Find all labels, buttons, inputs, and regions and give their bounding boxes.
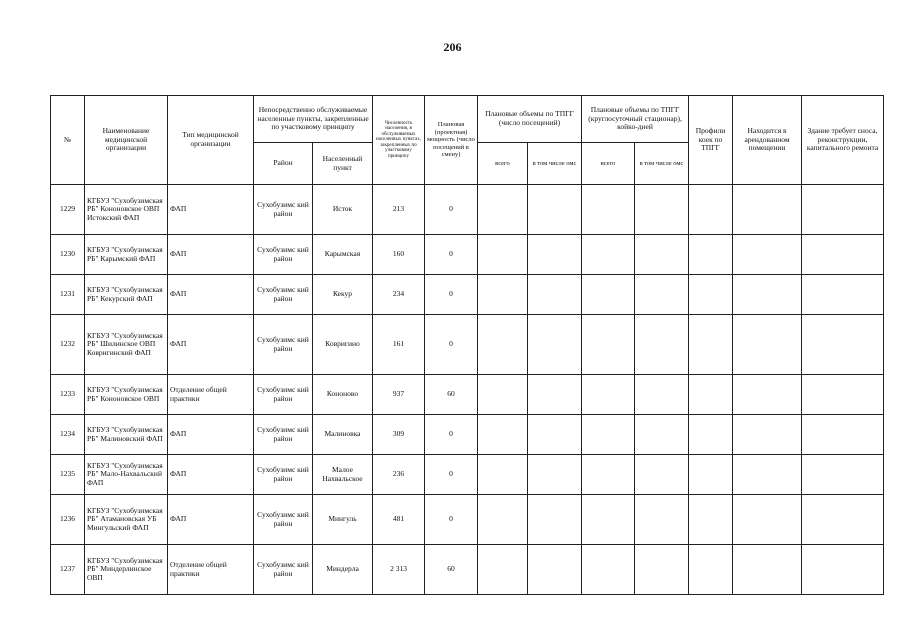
row-beds-oms — [635, 235, 689, 275]
row-capacity: 0 — [425, 275, 478, 315]
row-profile — [689, 235, 733, 275]
header-row-top — [51, 96, 884, 143]
row-beds-total — [582, 495, 635, 545]
row-repair — [802, 185, 884, 235]
row-district: Сухобузимс кий район — [254, 185, 313, 235]
row-org-name: КГБУЗ "Сухобузимская РБ" Малиновский ФАП — [85, 415, 168, 455]
row-beds-total — [582, 415, 635, 455]
row-population: 236 — [373, 455, 425, 495]
row-locality: Мингуль — [313, 495, 373, 545]
row-repair — [802, 315, 884, 375]
table-row — [51, 235, 884, 275]
row-type: ФАП — [168, 185, 254, 235]
table-row — [51, 375, 884, 415]
header-visits-total: всего — [478, 143, 528, 185]
row-beds-oms — [635, 545, 689, 595]
row-type: ФАП — [168, 235, 254, 275]
row-type: ФАП — [168, 415, 254, 455]
row-visits-total — [478, 185, 528, 235]
row-type: Отделение общей практики — [168, 545, 254, 595]
row-district: Сухобузимс кий район — [254, 275, 313, 315]
row-rented — [733, 275, 802, 315]
row-population: 213 — [373, 185, 425, 235]
row-locality: Кононово — [313, 375, 373, 415]
row-visits-total — [478, 455, 528, 495]
row-locality: Миндерла — [313, 545, 373, 595]
row-district: Сухобузимс кий район — [254, 235, 313, 275]
header-locality: Населенный пункт — [313, 143, 373, 185]
header-visits-oms: в том числе омс — [528, 143, 582, 185]
row-org-name: КГБУЗ "Сухобузимская РБ" Кекурский ФАП — [85, 275, 168, 315]
row-repair — [802, 455, 884, 495]
row-visits-oms — [528, 185, 582, 235]
row-population: 161 — [373, 315, 425, 375]
table-row — [51, 275, 884, 315]
page-number: 206 — [443, 40, 462, 54]
row-visits-total — [478, 275, 528, 315]
row-beds-total — [582, 275, 635, 315]
row-district: Сухобузимс кий район — [254, 495, 313, 545]
row-district: Сухобузимс кий район — [254, 415, 313, 455]
row-num: 1230 — [51, 235, 85, 275]
row-num: 1232 — [51, 315, 85, 375]
row-beds-oms — [635, 315, 689, 375]
header-rented: Находится в арендованном помещении — [733, 96, 802, 185]
row-beds-oms — [635, 185, 689, 235]
row-profile — [689, 275, 733, 315]
row-beds-oms — [635, 375, 689, 415]
row-capacity: 0 — [425, 235, 478, 275]
table-row — [51, 455, 884, 495]
row-num: 1234 — [51, 415, 85, 455]
row-profile — [689, 545, 733, 595]
row-visits-total — [478, 415, 528, 455]
row-population: 2 313 — [373, 545, 425, 595]
row-profile — [689, 415, 733, 455]
row-visits-total — [478, 495, 528, 545]
header-attached: Непосредственно обслуживаемые населенные пункты, закрепленные по участковому принципу — [254, 96, 373, 143]
row-population: 481 — [373, 495, 425, 545]
row-repair — [802, 275, 884, 315]
row-capacity: 0 — [425, 455, 478, 495]
row-num: 1235 — [51, 455, 85, 495]
row-capacity: 0 — [425, 185, 478, 235]
row-locality: Карымская — [313, 235, 373, 275]
row-visits-total — [478, 375, 528, 415]
row-visits-total — [478, 235, 528, 275]
row-rented — [733, 495, 802, 545]
row-org-name: КГБУЗ "Сухобузимская РБ" Атамановская УБ Мингульский ФАП — [85, 495, 168, 545]
table-row — [51, 545, 884, 595]
row-rented — [733, 375, 802, 415]
medical-organizations-table — [50, 95, 884, 595]
row-profile — [689, 495, 733, 545]
row-beds-total — [582, 455, 635, 495]
row-org-name: КГБУЗ "Сухобузимская РБ" Кононовское ОВП — [85, 375, 168, 415]
row-beds-total — [582, 375, 635, 415]
header-population: Численность населения, в обслуживаемых населенных пунктах, закрепленных по участковому принципу — [373, 96, 425, 185]
row-beds-total — [582, 235, 635, 275]
row-org-name: КГБУЗ "Сухобузимская РБ" Шилинское ОВП Ковригинский ФАП — [85, 315, 168, 375]
row-capacity: 60 — [425, 545, 478, 595]
row-rented — [733, 415, 802, 455]
header-org: Наименование медицинской организации — [85, 96, 168, 185]
row-num: 1233 — [51, 375, 85, 415]
row-repair — [802, 235, 884, 275]
row-locality: Малиновка — [313, 415, 373, 455]
header-type: Тип медицинской организации — [168, 96, 254, 185]
row-rented — [733, 185, 802, 235]
row-capacity: 0 — [425, 315, 478, 375]
row-population: 309 — [373, 415, 425, 455]
row-population: 234 — [373, 275, 425, 315]
row-num: 1229 — [51, 185, 85, 235]
row-visits-oms — [528, 545, 582, 595]
row-beds-oms — [635, 495, 689, 545]
row-org-name: КГБУЗ "Сухобузимская РБ" Карымский ФАП — [85, 235, 168, 275]
header-repair: Здание требует сноса, реконструкции, капитального ремонта — [802, 96, 884, 185]
row-org-name: КГБУЗ "Сухобузимская РБ" Мало-Нахвальский ФАП — [85, 455, 168, 495]
row-capacity: 0 — [425, 495, 478, 545]
row-repair — [802, 495, 884, 545]
row-district: Сухобузимс кий район — [254, 315, 313, 375]
row-population: 160 — [373, 235, 425, 275]
row-visits-oms — [528, 495, 582, 545]
row-rented — [733, 455, 802, 495]
row-locality: Кекур — [313, 275, 373, 315]
row-repair — [802, 415, 884, 455]
row-num: 1231 — [51, 275, 85, 315]
table-row — [51, 415, 884, 455]
row-visits-total — [478, 545, 528, 595]
row-visits-oms — [528, 275, 582, 315]
row-type: ФАП — [168, 495, 254, 545]
row-profile — [689, 315, 733, 375]
row-visits-oms — [528, 315, 582, 375]
row-locality: Малое Нахвальское — [313, 455, 373, 495]
row-rented — [733, 315, 802, 375]
row-district: Сухобузимс кий район — [254, 375, 313, 415]
header-profile: Профили коек по ТПГГ — [689, 96, 733, 185]
row-visits-oms — [528, 455, 582, 495]
row-population: 937 — [373, 375, 425, 415]
row-profile — [689, 185, 733, 235]
row-org-name: КГБУЗ "Сухобузимская РБ" Кононовское ОВП Истокский ФАП — [85, 185, 168, 235]
header-num: № — [51, 96, 85, 185]
header-beds-oms: в том числе омс — [635, 143, 689, 185]
row-locality: Исток — [313, 185, 373, 235]
row-repair — [802, 545, 884, 595]
row-visits-oms — [528, 415, 582, 455]
row-beds-total — [582, 315, 635, 375]
table-row — [51, 185, 884, 235]
row-profile — [689, 455, 733, 495]
header-ppg-beds: Плановые объемы по ТПГГ (круглосуточный стационар), койко-дней — [582, 96, 689, 143]
row-rented — [733, 545, 802, 595]
header-ppg-visits: Плановые объемы по ТПГГ (число посещений) — [478, 96, 582, 143]
row-locality: Ковригино — [313, 315, 373, 375]
row-num: 1237 — [51, 545, 85, 595]
row-profile — [689, 375, 733, 415]
row-type: Отделение общей практики — [168, 375, 254, 415]
row-capacity: 0 — [425, 415, 478, 455]
table-row — [51, 495, 884, 545]
header-capacity: Плановая (проектная) мощность (число посещений в смену) — [425, 96, 478, 185]
row-rented — [733, 235, 802, 275]
row-visits-total — [478, 315, 528, 375]
row-visits-oms — [528, 375, 582, 415]
row-beds-oms — [635, 415, 689, 455]
row-beds-oms — [635, 455, 689, 495]
table-row — [51, 315, 884, 375]
row-beds-oms — [635, 275, 689, 315]
header-beds-total: всего — [582, 143, 635, 185]
row-type: ФАП — [168, 455, 254, 495]
row-repair — [802, 375, 884, 415]
row-type: ФАП — [168, 275, 254, 315]
row-num: 1236 — [51, 495, 85, 545]
header-district: Район — [254, 143, 313, 185]
row-visits-oms — [528, 235, 582, 275]
row-org-name: КГБУЗ "Сухобузимская РБ" Миндерлинское ОВП — [85, 545, 168, 595]
row-beds-total — [582, 185, 635, 235]
row-district: Сухобузимс кий район — [254, 455, 313, 495]
row-type: ФАП — [168, 315, 254, 375]
row-district: Сухобузимс кий район — [254, 545, 313, 595]
row-beds-total — [582, 545, 635, 595]
row-capacity: 60 — [425, 375, 478, 415]
